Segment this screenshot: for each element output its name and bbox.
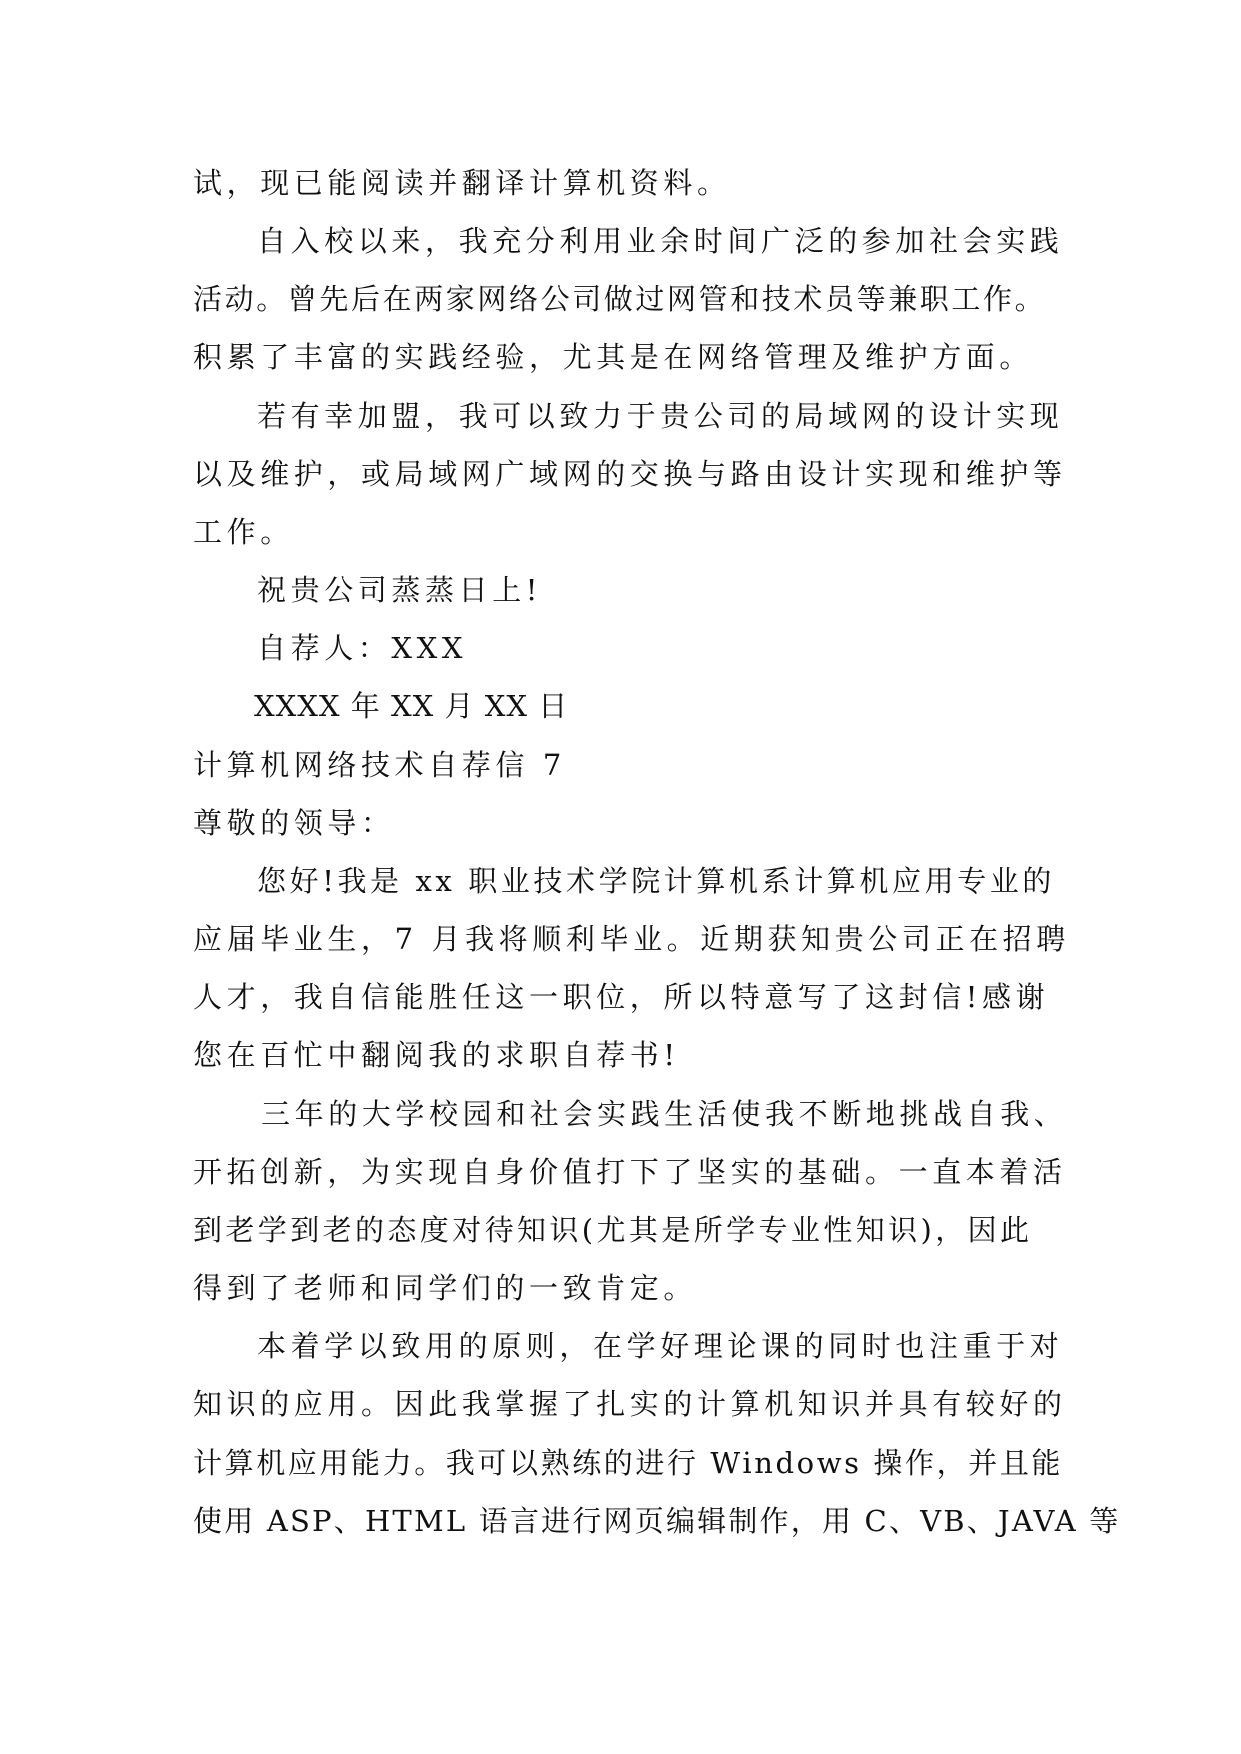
text-line: 应届毕业生，7 月我将顺利毕业。近期获知贵公司正在招聘 xyxy=(193,922,1070,956)
text-line: 人才，我自信能胜任这一职位，所以特意写了这封信!感谢 xyxy=(193,980,1050,1014)
paragraph-start-line: 若有幸加盟，我可以致力于贵公司的局域网的设计实现 xyxy=(257,399,1064,433)
text-line: 试，现已能阅读并翻译计算机资料。 xyxy=(193,166,731,200)
section-title: 计算机网络技术自荐信 7 xyxy=(193,748,566,782)
paragraph-start-line: 自入校以来，我充分利用业余时间广泛的参加社会实践 xyxy=(257,224,1064,258)
paragraph-start-line: 本着学以致用的原则，在学好理论课的同时也注重于对 xyxy=(257,1329,1064,1363)
text-line: 活动。曾先后在两家网络公司做过网管和技术员等兼职工作。 xyxy=(193,282,1047,316)
paragraph-start-line: 您好!我是 xx 职业技术学院计算机系计算机应用专业的 xyxy=(257,864,1056,898)
salutation: 尊敬的领导： xyxy=(193,806,395,840)
text-line: 您在百忙中翻阅我的求职自荐书! xyxy=(193,1038,680,1072)
text-line: 以及维护，或局域网广域网的交换与路由设计实现和维护等 xyxy=(193,457,1067,491)
text-line: 到老学到老的态度对待知识(尤其是所学专业性知识)，因此 xyxy=(193,1213,1033,1247)
signature-line: 自荐人：XXX xyxy=(257,631,468,665)
text-line: 工作。 xyxy=(193,515,294,549)
text-line: 得到了老师和同学们的一致肯定。 xyxy=(193,1271,698,1305)
closing-wish: 祝贵公司蒸蒸日上! xyxy=(257,573,543,607)
text-line: 计算机应用能力。我可以熟练的进行 Windows 操作，并且能 xyxy=(193,1446,1064,1480)
date-line: XXXX 年 XX 月 XX 日 xyxy=(254,689,569,723)
text-line: 开拓创新，为实现自身价值打下了坚实的基础。一直本着活 xyxy=(193,1155,1067,1189)
paragraph-start-line: 三年的大学校园和社会实践生活使我不断地挑战自我、 xyxy=(261,1097,1068,1131)
text-line: 积累了丰富的实践经验，尤其是在网络管理及维护方面。 xyxy=(193,340,1034,374)
text-line: 知识的应用。因此我掌握了扎实的计算机知识并具有较好的 xyxy=(193,1387,1067,1421)
text-line: 使用 ASP、HTML 语言进行网页编辑制作，用 C、VB、JAVA 等 xyxy=(193,1504,1121,1538)
